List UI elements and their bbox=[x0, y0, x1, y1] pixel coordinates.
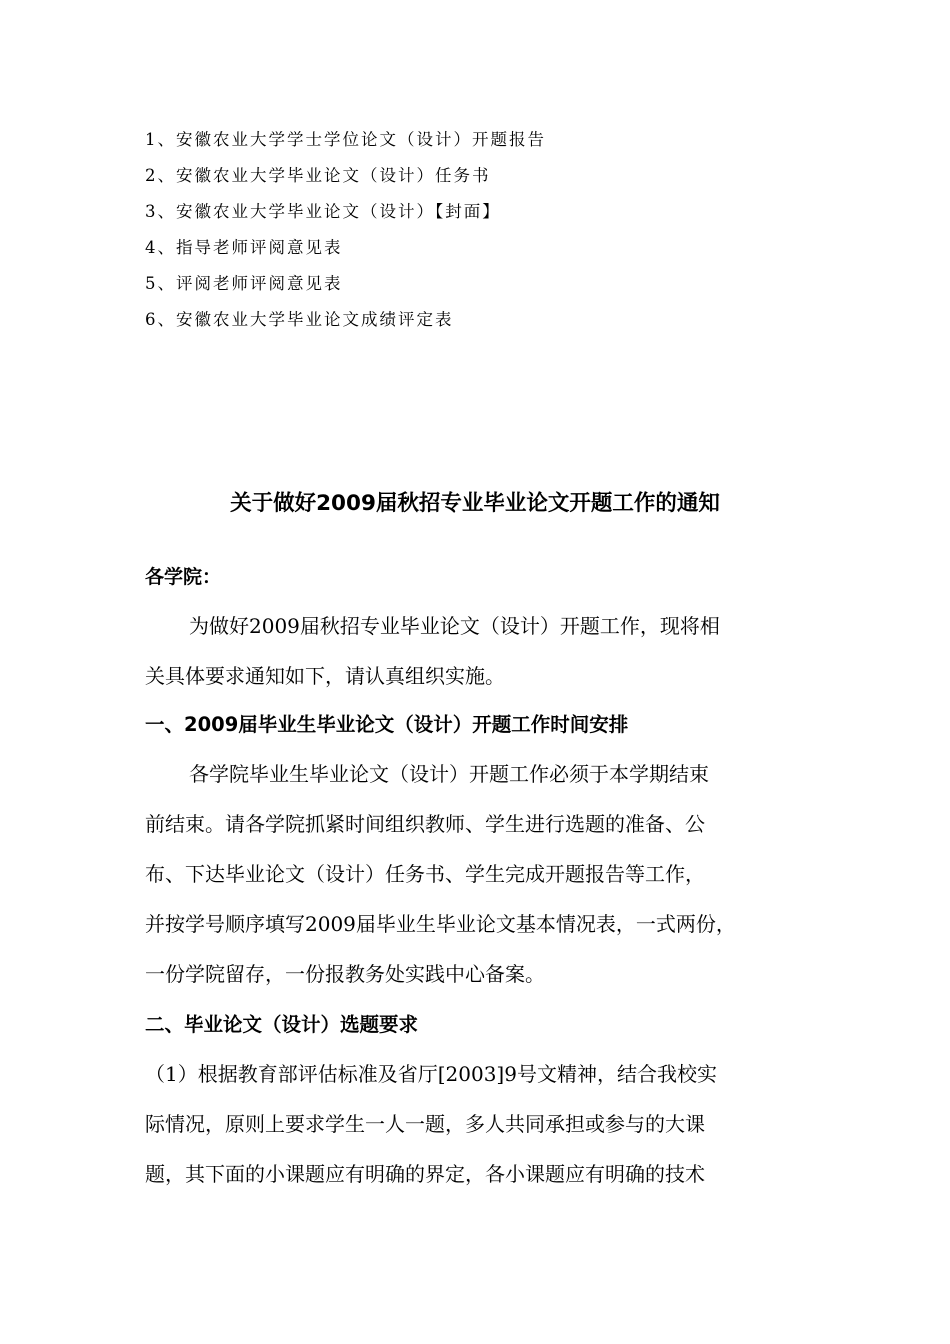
salutation: 各学院： bbox=[145, 566, 222, 588]
intro-paragraph bbox=[145, 601, 805, 701]
paragraph-line: 题，其下面的小课题应有明确的界定，各小课题应有明确的技术 bbox=[145, 1162, 705, 1186]
paragraph-line: 为做好2009届秋招专业毕业论文（设计）开题工作，现将相 bbox=[189, 614, 720, 638]
paragraph-line: 各学院毕业生毕业论文（设计）开题工作必须于本学期结束 bbox=[189, 762, 709, 786]
attachment-item: 5、评阅老师评阅意见表 bbox=[145, 274, 343, 293]
attachment-item: 3、安徽农业大学毕业论文（设计）【封面】 bbox=[145, 202, 501, 221]
attachment-item: 4、指导老师评阅意见表 bbox=[145, 238, 343, 257]
paragraph-line: 一份学院留存，一份报教务处实践中心备案。 bbox=[145, 962, 545, 986]
section-heading-1: 一、2009届毕业生毕业论文（设计）开题工作时间安排 bbox=[145, 713, 629, 736]
paragraph-line: 布、下达毕业论文（设计）任务书、学生完成开题报告等工作， bbox=[145, 862, 705, 886]
attachment-item: 2、安徽农业大学毕业论文（设计）任务书 bbox=[145, 166, 491, 185]
notice-title: 关于做好2009届秋招专业毕业论文开题工作的通知 bbox=[230, 491, 720, 516]
section-heading-2: 二、毕业论文（设计）选题要求 bbox=[145, 1013, 419, 1036]
section-1-paragraph bbox=[145, 749, 805, 999]
attachment-item: 6、安徽农业大学毕业论文成绩评定表 bbox=[145, 310, 454, 329]
paragraph-line: 关具体要求通知如下，请认真组织实施。 bbox=[145, 664, 505, 688]
paragraph-line: 际情况，原则上要求学生一人一题，多人共同承担或参与的大课 bbox=[145, 1112, 705, 1136]
paragraph-line: 前结束。请各学院抓紧时间组织教师、学生进行选题的准备、公 bbox=[145, 812, 705, 836]
attachment-item: 1、安徽农业大学学士学位论文（设计）开题报告 bbox=[145, 130, 546, 149]
paragraph-line: 并按学号顺序填写2009届毕业生毕业论文基本情况表，一式两份， bbox=[145, 912, 736, 936]
section-2-paragraph bbox=[145, 1049, 805, 1199]
attachment-list bbox=[145, 122, 546, 338]
paragraph-line: （1）根据教育部评估标准及省厅[2003]9号文精神，结合我校实 bbox=[145, 1062, 717, 1086]
